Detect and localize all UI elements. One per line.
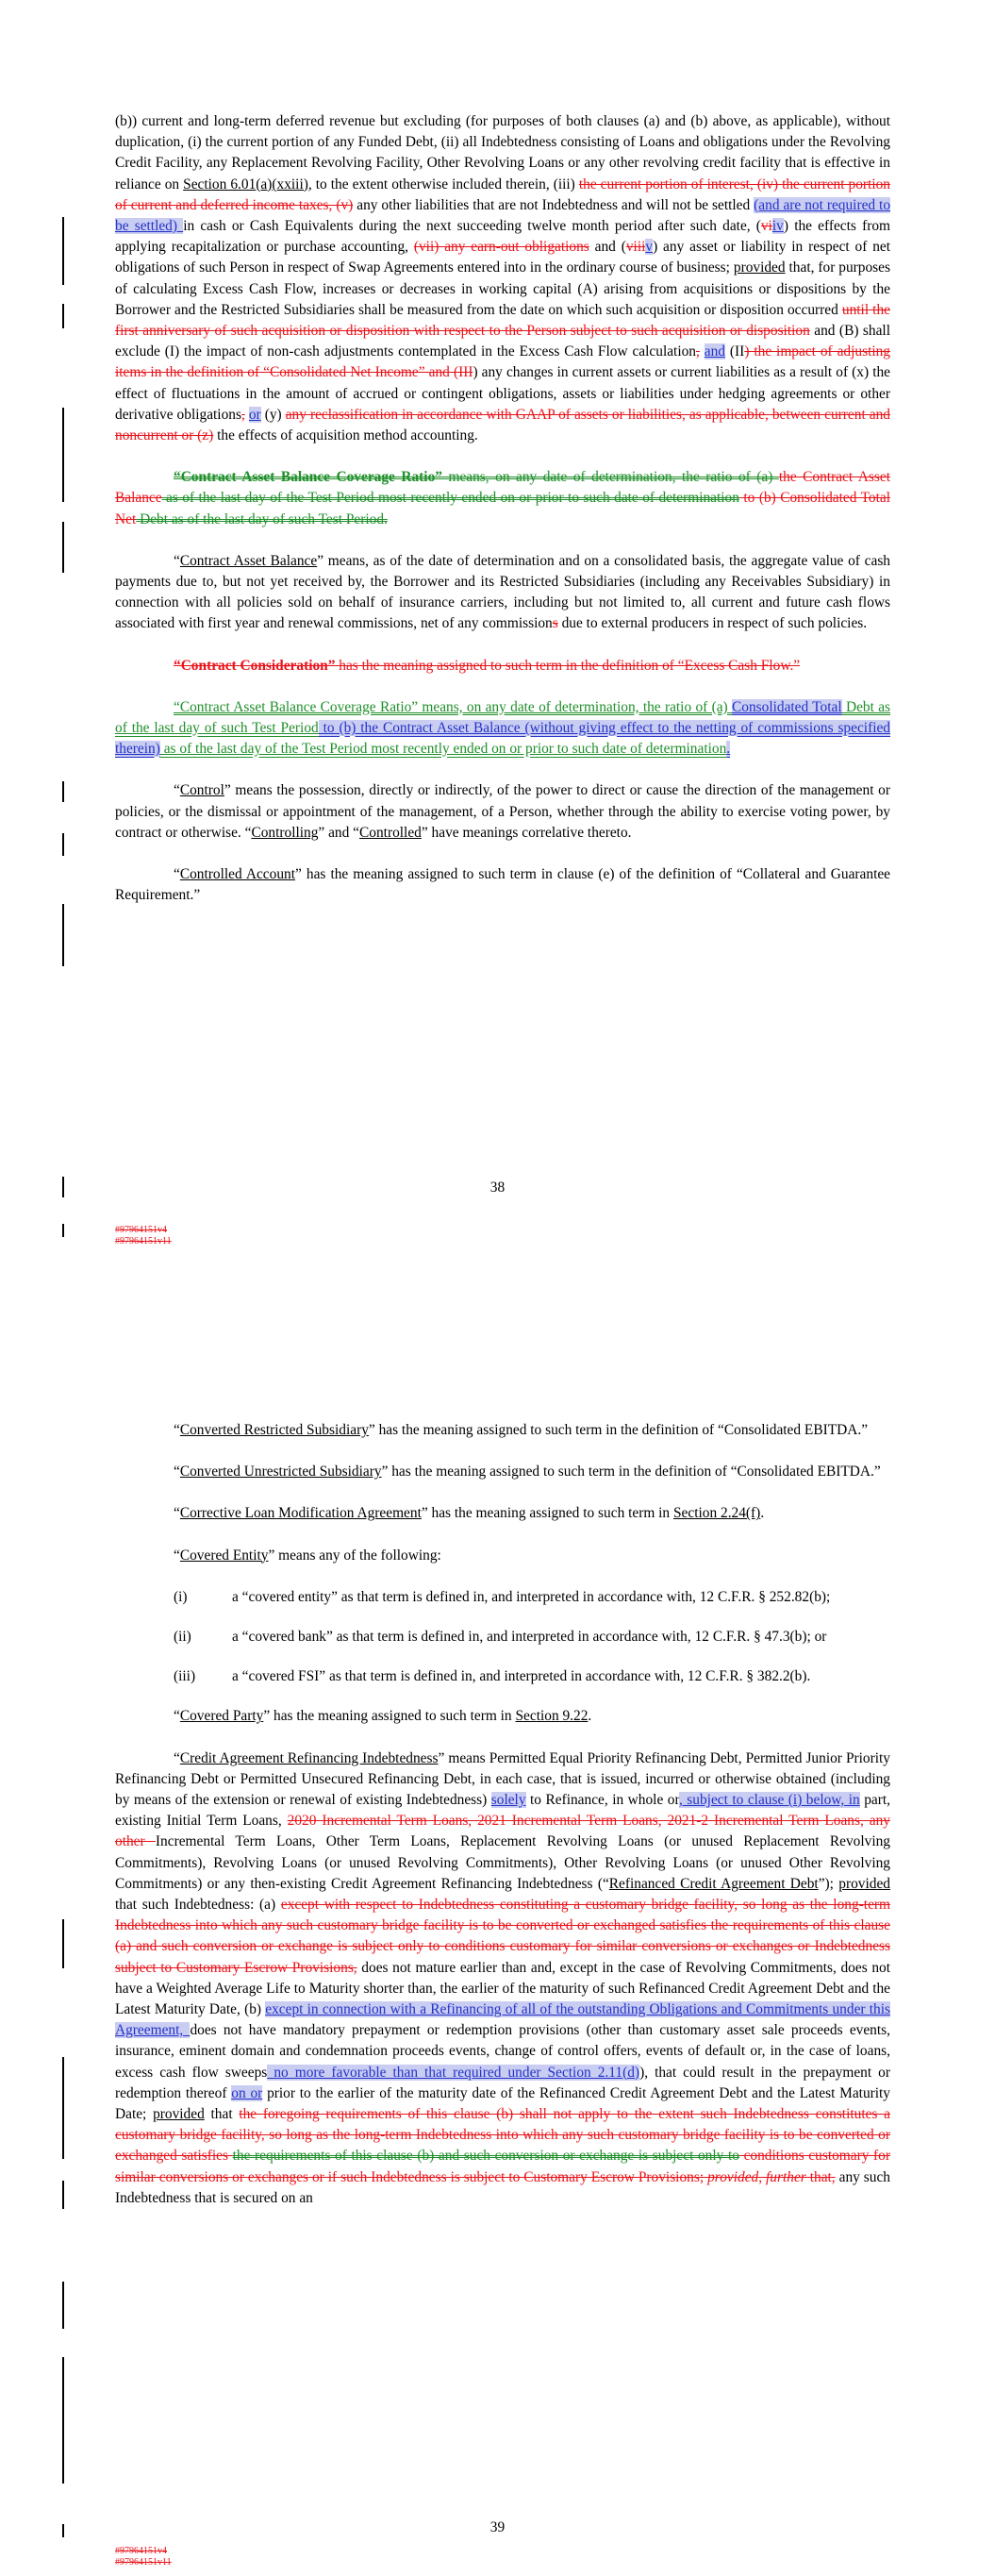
deleted-text: s <box>552 615 558 632</box>
inserted-text: except in connection with a Refinancing of all of the outstanding Obligations and Commitments under this Agreement, <box>115 2001 891 2039</box>
list-number: (i) <box>174 1588 188 1605</box>
quote-mark: “ <box>174 1422 180 1438</box>
deleted-text: (vii) any earn-out obligations <box>413 239 589 256</box>
change-bar <box>62 833 64 856</box>
section-reference: Section 9.22 <box>515 1708 589 1725</box>
list-number: (iii) <box>174 1668 196 1685</box>
list-text: a “covered bank” as that term is defined in, and interpreted in accordance with, 12 C.F.R. § 47.3(b); or <box>232 1629 827 1646</box>
inserted-text: no more favorable than that required under Section 2.11(d) <box>267 2064 640 2081</box>
inserted-text: v <box>645 239 654 256</box>
deleted-text: , <box>696 343 700 360</box>
text-run: ) any changes in current assets or current liabilities as a result of (x) the effect of fluctuations in the amount of accrued or contingent obligations, assets or liabilities under hedging agreements or other derivative obligations <box>115 364 890 423</box>
credit-agreement-refinancing-indebtedness-definition <box>115 1748 890 2209</box>
quote-mark: “ <box>174 1749 180 1766</box>
text-run: the effects of acquisition method accounting. <box>213 427 478 444</box>
change-bar <box>62 904 64 966</box>
text-run: ” has the meaning assigned to such term in <box>263 1708 516 1725</box>
controlled-account-definition <box>115 864 890 906</box>
text-run: ” and “ <box>318 824 360 841</box>
section-reference: Section 2.24(f) <box>672 1505 761 1522</box>
provided-keyword: provided <box>838 1875 890 1892</box>
deleted-text: ) the impact of adjusting items in the definition of “Consolidated Net Income” and (III <box>115 343 891 381</box>
change-bar <box>62 2282 64 2329</box>
text-run: ” means Permitted Equal Priority Refinancing Debt, Permitted Junior Priority Refinancing Debt or Permitted Unsecured Refinancing Debt, in each case, that is issued, incurred or otherwise obtained (including by means of the extension or renewal of existing Indebtedness) <box>115 1749 890 1809</box>
deleted-text: viii <box>625 239 646 256</box>
text-run: prior to the earlier of the maturity date of the Refinanced Credit Agreement Debt and the Latest Maturity Date; <box>115 2084 891 2123</box>
change-bar <box>62 1224 64 1237</box>
converted-unrestricted-subsidiary-definition <box>115 1462 890 1482</box>
change-bar <box>62 522 64 573</box>
deleted-text: , <box>240 406 245 423</box>
deleted-text: provided, further <box>707 2168 806 2185</box>
list-text: a “covered FSI” as that term is defined in, and interpreted in accordance with, 12 C.F.R. § 382.2(b). <box>232 1668 811 1685</box>
text-run: that such Indebtedness: (a) <box>115 1897 281 1914</box>
text-run: that, for purposes of calculating Excess Cash Flow, increases or decreases in working capital (A) arising from acquisitions or dispositions by the Borrower and the Restricted Subsidiaries shall be measured from the date on which such acquisition or disposition occurred <box>115 259 890 318</box>
inserted-text: (and are not required to be settled) <box>115 196 891 235</box>
text-run: does not mature earlier than and, except in the case of Revolving Commitments, does not have a Weighted Average Life to Maturity shorter than, the earlier of the maturity of such Refinanced Credit Agreement Debt and the Latest Maturity Date, (b) <box>115 1959 890 2018</box>
covered-entity-definition <box>115 1546 890 1566</box>
text-run: and (B) shall exclude (I) the impact of non-cash adjustments contemplated in the Excess Cash Flow calculation <box>115 323 890 360</box>
moved-to-text: “Contract Asset Balance Coverage Ratio” means, on any date of determination, the ratio of (a) <box>174 698 732 715</box>
text-run: ” has the meaning assigned to such term in the definition of “Consolidated EBITDA.” <box>368 1422 869 1438</box>
text-run: Incremental Term Loans, Other Term Loans, Replacement Revolving Loans (or unused Replacement Revolving Commitments), Revolving Loans (or unused Revolving Commitments), Other Revolving Loans (or unused Other Revolving Commitments) or any then-existing Credit Agreement Refinancing Indebtedness (“ <box>115 1833 890 1892</box>
change-bar <box>62 781 64 802</box>
contract-consideration-deleted <box>115 656 890 677</box>
list-text: a “covered entity” as that term is defined in, and interpreted in accordance with, 12 C.F.R. § 252.82(b); <box>232 1588 831 1605</box>
text-run: ” means any of the following: <box>268 1547 441 1564</box>
change-bar <box>62 1919 64 1968</box>
inserted-text: Consolidated Total <box>731 698 842 715</box>
text-run: ) any asset or liability in respect of net obligations of such Person in respect of Swap Agreements entered into in the ordinary course of business; <box>115 239 890 276</box>
inserted-text: on or <box>231 2084 263 2101</box>
moved-from-text: means, on any date of determination, the ratio of (a) <box>441 469 779 486</box>
defined-term: Converted Restricted Subsidiary <box>179 1422 369 1438</box>
text-run: part, existing Initial Term Loans, <box>115 1792 890 1830</box>
provided-keyword: provided <box>733 259 786 276</box>
contract-asset-balance-coverage-ratio-moved-to <box>115 697 890 761</box>
defined-term: “Contract Asset Balance Coverage Ratio” <box>174 469 442 486</box>
defined-term: “Contract Consideration” <box>174 657 336 674</box>
text-run: ) the effects from applying recapitalization or purchase accounting, <box>115 218 890 256</box>
contract-asset-balance-definition <box>115 551 890 635</box>
deleted-text: has the meaning assigned to such term in the definition of “Excess Cash Flow.” <box>335 657 801 674</box>
deleted-text: to (b) Consolidated Total Net <box>115 490 891 527</box>
deleted-text: conditions customary for similar conversions or exchanges or if such Indebtedness is subject to Customary Escrow Provisions; <box>115 2148 890 2185</box>
deleted-text: vi <box>760 218 772 235</box>
inserted-text: and <box>704 343 726 360</box>
text-run: that <box>204 2106 240 2123</box>
change-bar <box>62 427 64 502</box>
list-item <box>115 1587 890 1608</box>
deleted-text: the Contract Asset Balance <box>115 469 890 507</box>
change-bar <box>62 2181 64 2209</box>
quote-mark: “ <box>174 1547 180 1564</box>
moved-to-text: Debt as of the last day of such Test Period <box>115 698 891 737</box>
defined-term: Credit Agreement Refinancing Indebtedness <box>179 1749 439 1766</box>
page-number: 38 <box>489 1179 506 1196</box>
inserted-text: . <box>726 741 731 758</box>
moved-from-text: as of the last day of the Test Period most recently ended on or prior to such date of determination <box>161 490 739 507</box>
text-run: ” means, as of the date of determination and on a consolidated basis, the aggregate value of cash payments due to, but not yet received by, the Borrower and its Restricted Subsidiaries (including any Receivables Subsidiary) in connection with all policies sold on behalf of insurance carriers, including but not limited to, all current and future cash flows associated with first year and renewal commissions, net of any commission <box>115 552 890 632</box>
text-run: in cash or Cash Equivalents during the next succeeding twelve month period after such date, ( <box>183 218 761 235</box>
deleted-text: any reclassification in accordance with GAAP of assets or liabilities, as applicable, between current and noncurrent or (z) <box>115 406 890 444</box>
corrective-loan-modification-agreement-definition <box>115 1503 890 1524</box>
deleted-text: except with respect to Indebtedness constituting a customary bridge facility, so long as the long-term Indebtedness into which any such customary bridge facility is to be converted or exchanged satisfies the requirements of this clause (a) and such conversion or exchange is subject only to conditions customary for similar conversions or exchanges or Indebtedness subject to Customary Escrow Provisions, <box>115 1897 890 1976</box>
control-definition <box>115 780 890 844</box>
text-run: ” have meanings correlative thereto. <box>421 824 632 841</box>
deleted-text: until the first anniversary of such acquisition or disposition with respect to the Person subject to such acquisition or disposition <box>115 301 890 340</box>
list-item <box>115 1627 890 1648</box>
text-run: ” has the meaning assigned to such term in <box>421 1505 673 1522</box>
deleted-text: 2020 Incremental Term Loans, 2021 Incremental Term Loans, 2021-2 Incremental Term Loans, any other <box>115 1813 890 1850</box>
quote-mark: “ <box>174 1708 180 1725</box>
defined-term: Controlled Account <box>179 866 296 883</box>
document-id: #97964151v11 <box>115 1236 172 1246</box>
text-run: to Refinance, in whole or <box>525 1792 679 1809</box>
defined-term: Refinanced Credit Agreement Debt <box>608 1875 819 1892</box>
quote-mark: “ <box>174 1464 180 1480</box>
list-item <box>115 1666 890 1687</box>
change-bar <box>62 2357 64 2484</box>
text-run: (II <box>725 343 745 360</box>
inserted-text: solely <box>490 1792 526 1809</box>
section-reference: Section 6.01(a)(xxiii) <box>183 176 308 192</box>
text-run: . <box>760 1505 765 1522</box>
page-39 <box>0 1288 995 2576</box>
quote-mark: “ <box>174 782 180 799</box>
contract-asset-balance-coverage-ratio-moved-from <box>115 467 890 530</box>
ecf-definition-continuation <box>115 111 890 446</box>
change-bar <box>62 304 64 328</box>
document-id: #97964151v4 <box>115 2546 167 2556</box>
text-run: . <box>588 1708 592 1725</box>
text-run: any such Indebtedness that is secured on an <box>115 2168 891 2206</box>
inserted-text: iv <box>771 218 784 235</box>
defined-term: Control <box>179 782 224 799</box>
defined-term: Contract Asset Balance <box>179 552 318 569</box>
change-bar <box>62 2057 64 2159</box>
text-run: , to the extent otherwise included therein, (iii) <box>307 176 579 192</box>
document-id: #97964151v4 <box>115 1225 167 1235</box>
change-bar <box>62 217 64 285</box>
moved-to-text: as of the last day of the Test Period most recently ended on or prior to such date of determination <box>159 741 727 758</box>
converted-restricted-subsidiary-definition <box>115 1420 890 1441</box>
inserted-text: to (b) the Contract Asset Balance (without giving effect to the netting of commissions specified therein) <box>115 720 890 758</box>
quote-mark: “ <box>174 552 180 569</box>
provided-keyword: provided <box>153 2106 205 2123</box>
list-number: (ii) <box>174 1629 191 1646</box>
defined-term: Controlling <box>251 824 319 841</box>
text-run: ” has the meaning assigned to such term in clause (e) of the definition of “Collateral and Guarantee Requirement.” <box>115 866 891 904</box>
defined-term: Converted Unrestricted Subsidiary <box>179 1464 382 1480</box>
deleted-text: that, <box>805 2168 836 2185</box>
deleted-text: the current portion of interest, (iv) the current portion of current and deferred income taxes, (v) <box>115 176 890 213</box>
text-run: and ( <box>589 239 626 256</box>
defined-term: Covered Entity <box>179 1547 269 1564</box>
change-bar <box>62 408 64 428</box>
text-run: does not have mandatory prepayment or redemption provisions (other than customary asset sale proceeds events, insurance, eminent domain and condemnation proceeds events, change of control offers, events of default or, in the case of loans, excess cash flow sweeps <box>115 2022 890 2081</box>
text-run: due to external producers in respect of such policies. <box>557 615 868 632</box>
text-run: ), that could result in the prepayment or redemption thereof <box>115 2064 890 2101</box>
covered-party-definition <box>115 1706 890 1727</box>
text-run: any other liabilities that are not Indebtedness and will not be settled <box>353 196 755 213</box>
page-number: 39 <box>489 2519 506 2535</box>
text-run: ” has the meaning assigned to such term in the definition of “Consolidated EBITDA.” <box>381 1464 881 1480</box>
inserted-text: , subject to clause (i) below, in <box>678 1792 860 1809</box>
quote-mark: “ <box>174 866 180 883</box>
document-id: #97964151v11 <box>115 2557 172 2568</box>
covered-entity-list <box>115 1587 890 1688</box>
inserted-text: or <box>248 406 261 423</box>
defined-term: Controlled <box>359 824 422 841</box>
defined-term: Covered Party <box>179 1708 264 1725</box>
defined-term: Corrective Loan Modification Agreement <box>179 1505 422 1522</box>
text-run: ” means the possession, directly or indirectly, of the power to direct or cause the direction of the management or policies, or the dismissal or appointment of the management, of a Person, whether through the ability to exercise voting power, by contract or otherwise. “ <box>115 782 890 841</box>
moved-from-text: Debt as of the last day of such Test Period. <box>136 510 388 527</box>
text-run: (y) <box>260 406 286 423</box>
deleted-text: the foregoing requirements of this clause (b) shall not apply to the extent such Indebtedness constitutes a customary bridge facility, so long as the long-term Indebtedness into which any such customary bridge facility is to be converted or exchanged satisfies <box>115 2106 890 2165</box>
text-run: ”); <box>818 1875 839 1892</box>
quote-mark: “ <box>174 1505 180 1522</box>
moved-from-text: the requirements of this clause (b) and such conversion or exchange is subject only to <box>232 2148 739 2165</box>
text-run: (b)) current and long-term deferred revenue but excluding (for purposes of both clauses (a) and (b) above, as applicable), without duplication, (i) the current portion of any Funded Debt, (ii) all Indebtedness consisting of Loans and obligations under the Revolving Credit Facility, any Replacement Revolving Facility, Other Revolving Loans or any other revolving credit facility that is effective in reliance on <box>115 113 890 192</box>
